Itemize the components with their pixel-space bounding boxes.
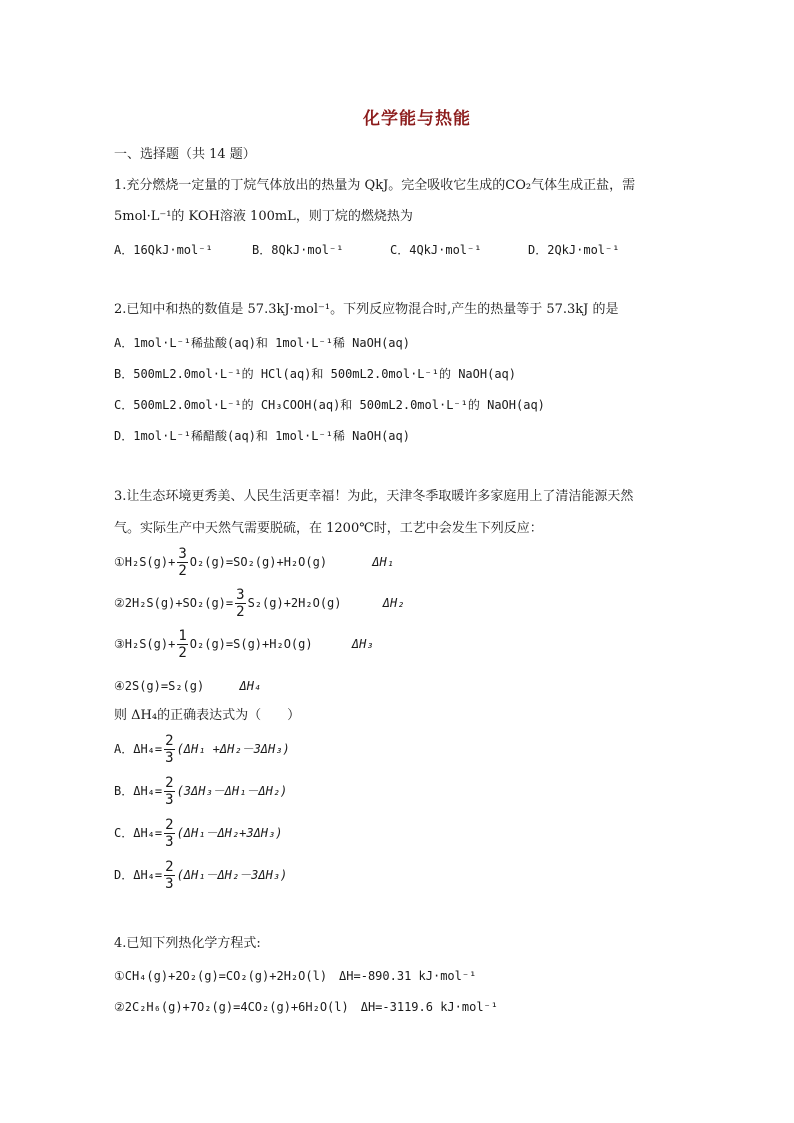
q4-equation-1: ①CH₄(g)+2O₂(g)=CO₂(g)+2H₂O(l) ΔH=-890.31 kJ·mol⁻¹ [114,969,477,983]
fraction-1-2: $\frac{1}{2}$ [178,628,187,661]
q3-reaction-2: ②2H₂S(g)+SO₂(g)= $\frac{3}{2}$ S₂(g)+2H₂O(g) ΔH₂ [114,587,405,620]
q3-stem-line2: 气。实际生产中天然气需要脱硫，在 1200℃时，工艺中会发生下列反应： [114,521,543,536]
q3-option-d: D．ΔH₄= $\frac{2}{3}$ (ΔH₁－ΔH₂－3ΔH₃) [114,859,288,892]
page-title: 化学能与热能 [363,109,471,129]
q2-option-a: A．1mol·L⁻¹稀盐酸(aq)和 1mol·L⁻¹稀 NaOH(aq) [114,336,410,350]
fraction-2-3: $\frac{2}{3}$ [165,817,174,850]
q3-stem-line1: 3.让生态环境更秀美、人民生活更幸福！为此，天津冬季取暖许多家庭用上了清洁能源天然 [114,489,634,504]
fraction-2-3: $\frac{2}{3}$ [165,775,174,808]
q1-option-c: C．4QkJ·mol⁻¹ [390,243,482,257]
q1-option-b: B．8QkJ·mol⁻¹ [252,243,344,257]
fraction-2-3: $\frac{2}{3}$ [165,859,174,892]
q4-equation-2: ②2C₂H₆(g)+7O₂(g)=4CO₂(g)+6H₂O(l) ΔH=-3119.6 kJ·mol⁻¹ [114,1000,498,1014]
q3-option-c: C．ΔH₄= $\frac{2}{3}$ (ΔH₁－ΔH₂+3ΔH₃) [114,817,283,850]
fraction-2-3: $\frac{2}{3}$ [165,733,174,766]
q1-stem-line1: 1.充分燃烧一定量的丁烷气体放出的热量为 QkJ。完全吸收它生成的CO₂气体生成正盐，需 [114,178,636,193]
fraction-3-2: $\frac{3}{2}$ [178,546,187,579]
q3-question: 则 ΔH₄的正确表达式为（ ） [114,708,301,723]
q1-option-a: A．16QkJ·mol⁻¹ [114,243,213,257]
q3-option-a: A．ΔH₄= $\frac{2}{3}$ (ΔH₁ +ΔH₂－3ΔH₃) [114,733,290,766]
q3-reaction-4: ④2S(g)=S₂(g) ΔH₄ [114,679,262,693]
q2-stem: 2.已知中和热的数值是 57.3kJ·mol⁻¹。下列反应物混合时,产生的热量等于 57.3kJ 的是 [114,302,619,317]
section-heading: 一、选择题（共 14 题） [114,147,256,162]
q4-stem: 4.已知下列热化学方程式: [114,936,261,951]
q3-reaction-3: ③H₂S(g)+ $\frac{1}{2}$ O₂(g)=S(g)+H₂O(g) ΔH₃ [114,628,374,661]
q3-reaction-1: ①H₂S(g)+ $\frac{3}{2}$ O₂(g)=SO₂(g)+H₂O(g) ΔH₁ [114,546,394,579]
q2-option-c: C．500mL2.0mol·L⁻¹的 CH₃COOH(aq)和 500mL2.0mol·L⁻¹的 NaOH(aq) [114,398,545,412]
q2-option-b: B．500mL2.0mol·L⁻¹的 HCl(aq)和 500mL2.0mol·L⁻¹的 NaOH(aq) [114,367,517,381]
fraction-3-2: $\frac{3}{2}$ [236,587,245,620]
q1-stem-line2: 5mol·L⁻¹的 KOH溶液 100mL，则丁烷的燃烧热为 [114,209,413,224]
q2-option-d: D．1mol·L⁻¹稀醋酸(aq)和 1mol·L⁻¹稀 NaOH(aq) [114,429,410,443]
q3-option-b: B．ΔH₄= $\frac{2}{3}$ (3ΔH₃－ΔH₁－ΔH₂) [114,775,288,808]
q1-option-d: D．2QkJ·mol⁻¹ [528,243,620,257]
